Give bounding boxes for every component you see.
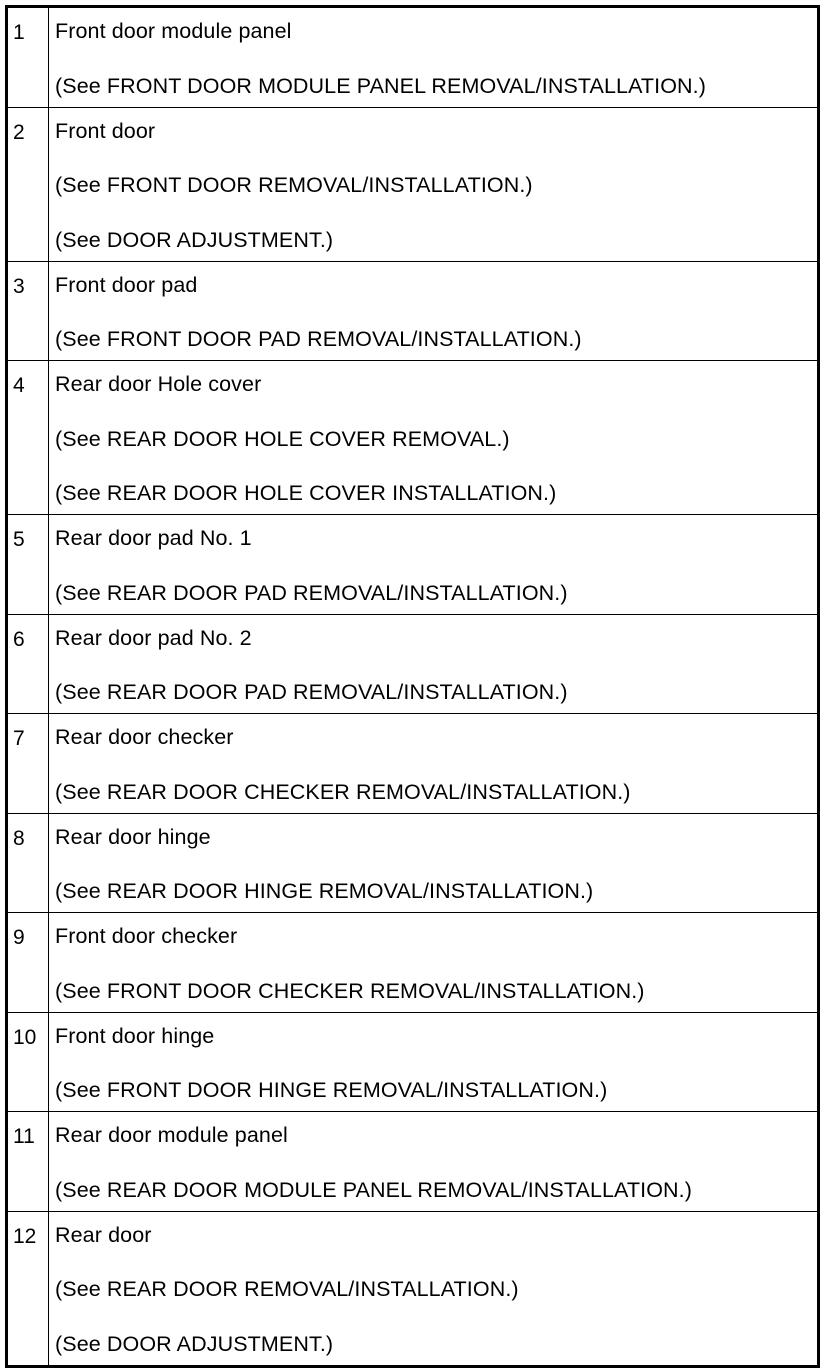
part-name: Front door hinge xyxy=(55,1023,215,1048)
row-description xyxy=(49,1112,819,1212)
table-row xyxy=(7,614,819,714)
procedure-reference: (See REAR DOOR CHECKER REMOVAL/INSTALLATION.) xyxy=(55,779,631,804)
part-name: Rear door checker xyxy=(55,725,234,749)
row-description xyxy=(49,913,819,1013)
procedure-reference: (See REAR DOOR PAD REMOVAL/INSTALLATION.) xyxy=(55,680,568,704)
parts-table-body xyxy=(7,7,819,1367)
part-name: Rear door module panel xyxy=(55,1123,288,1147)
row-description xyxy=(49,261,819,361)
procedure-reference: (See FRONT DOOR MODULE PANEL REMOVAL/INSTALLATION.) xyxy=(55,73,707,98)
table-row xyxy=(7,813,819,913)
table-row xyxy=(7,1012,819,1112)
procedure-reference: (See REAR DOOR HOLE COVER INSTALLATION.) xyxy=(55,481,557,505)
procedure-reference: (See FRONT DOOR CHECKER REMOVAL/INSTALLATION.) xyxy=(55,978,645,1003)
table-row xyxy=(7,913,819,1013)
part-name: Rear door xyxy=(55,1222,152,1247)
part-name: Front door module panel xyxy=(55,19,292,43)
row-description xyxy=(49,361,819,515)
table-row xyxy=(7,1211,819,1366)
row-number: 6 xyxy=(7,614,49,714)
procedure-reference: (See DOOR ADJUSTMENT.) xyxy=(55,1331,334,1356)
row-number: 3 xyxy=(7,261,49,361)
row-number: 2 xyxy=(7,107,49,261)
row-number: 1 xyxy=(7,7,49,108)
row-description xyxy=(49,107,819,261)
row-number: 7 xyxy=(7,714,49,814)
row-description xyxy=(49,1211,819,1366)
parts-table xyxy=(5,5,820,1368)
part-name: Rear door pad No. 1 xyxy=(55,526,252,550)
row-description xyxy=(49,813,819,913)
row-number: 11 xyxy=(7,1112,49,1212)
table-row xyxy=(7,1112,819,1212)
part-name: Front door pad xyxy=(55,272,198,297)
procedure-reference: (See REAR DOOR MODULE PANEL REMOVAL/INSTALLATION.) xyxy=(55,1177,692,1202)
table-row xyxy=(7,361,819,515)
procedure-reference: (See FRONT DOOR HINGE REMOVAL/INSTALLATION.) xyxy=(55,1078,608,1102)
table-row xyxy=(7,261,819,361)
procedure-reference: (See REAR DOOR PAD REMOVAL/INSTALLATION.) xyxy=(55,580,568,605)
part-name: Rear door pad No. 2 xyxy=(55,625,252,650)
part-name: Rear door hinge xyxy=(55,824,211,849)
table-row xyxy=(7,515,819,615)
table-row xyxy=(7,7,819,108)
procedure-reference: (See REAR DOOR HOLE COVER REMOVAL.) xyxy=(55,426,510,451)
row-description xyxy=(49,7,819,108)
procedure-reference: (See DOOR ADJUSTMENT.) xyxy=(55,227,334,252)
procedure-reference: (See REAR DOOR HINGE REMOVAL/INSTALLATION.) xyxy=(55,879,594,903)
row-description xyxy=(49,714,819,814)
row-number: 5 xyxy=(7,515,49,615)
part-name: Rear door Hole cover xyxy=(55,372,262,396)
table-row xyxy=(7,107,819,261)
table-row xyxy=(7,714,819,814)
part-name: Front door xyxy=(55,118,156,143)
row-number: 4 xyxy=(7,361,49,515)
row-number: 9 xyxy=(7,913,49,1013)
procedure-reference: (See FRONT DOOR PAD REMOVAL/INSTALLATION.) xyxy=(55,327,582,351)
procedure-reference: (See FRONT DOOR REMOVAL/INSTALLATION.) xyxy=(55,173,533,197)
row-description xyxy=(49,515,819,615)
row-description xyxy=(49,614,819,714)
part-name: Front door checker xyxy=(55,924,238,948)
procedure-reference: (See REAR DOOR REMOVAL/INSTALLATION.) xyxy=(55,1277,519,1301)
row-number: 12 xyxy=(7,1211,49,1366)
row-number: 8 xyxy=(7,813,49,913)
row-description xyxy=(49,1012,819,1112)
row-number: 10 xyxy=(7,1012,49,1112)
